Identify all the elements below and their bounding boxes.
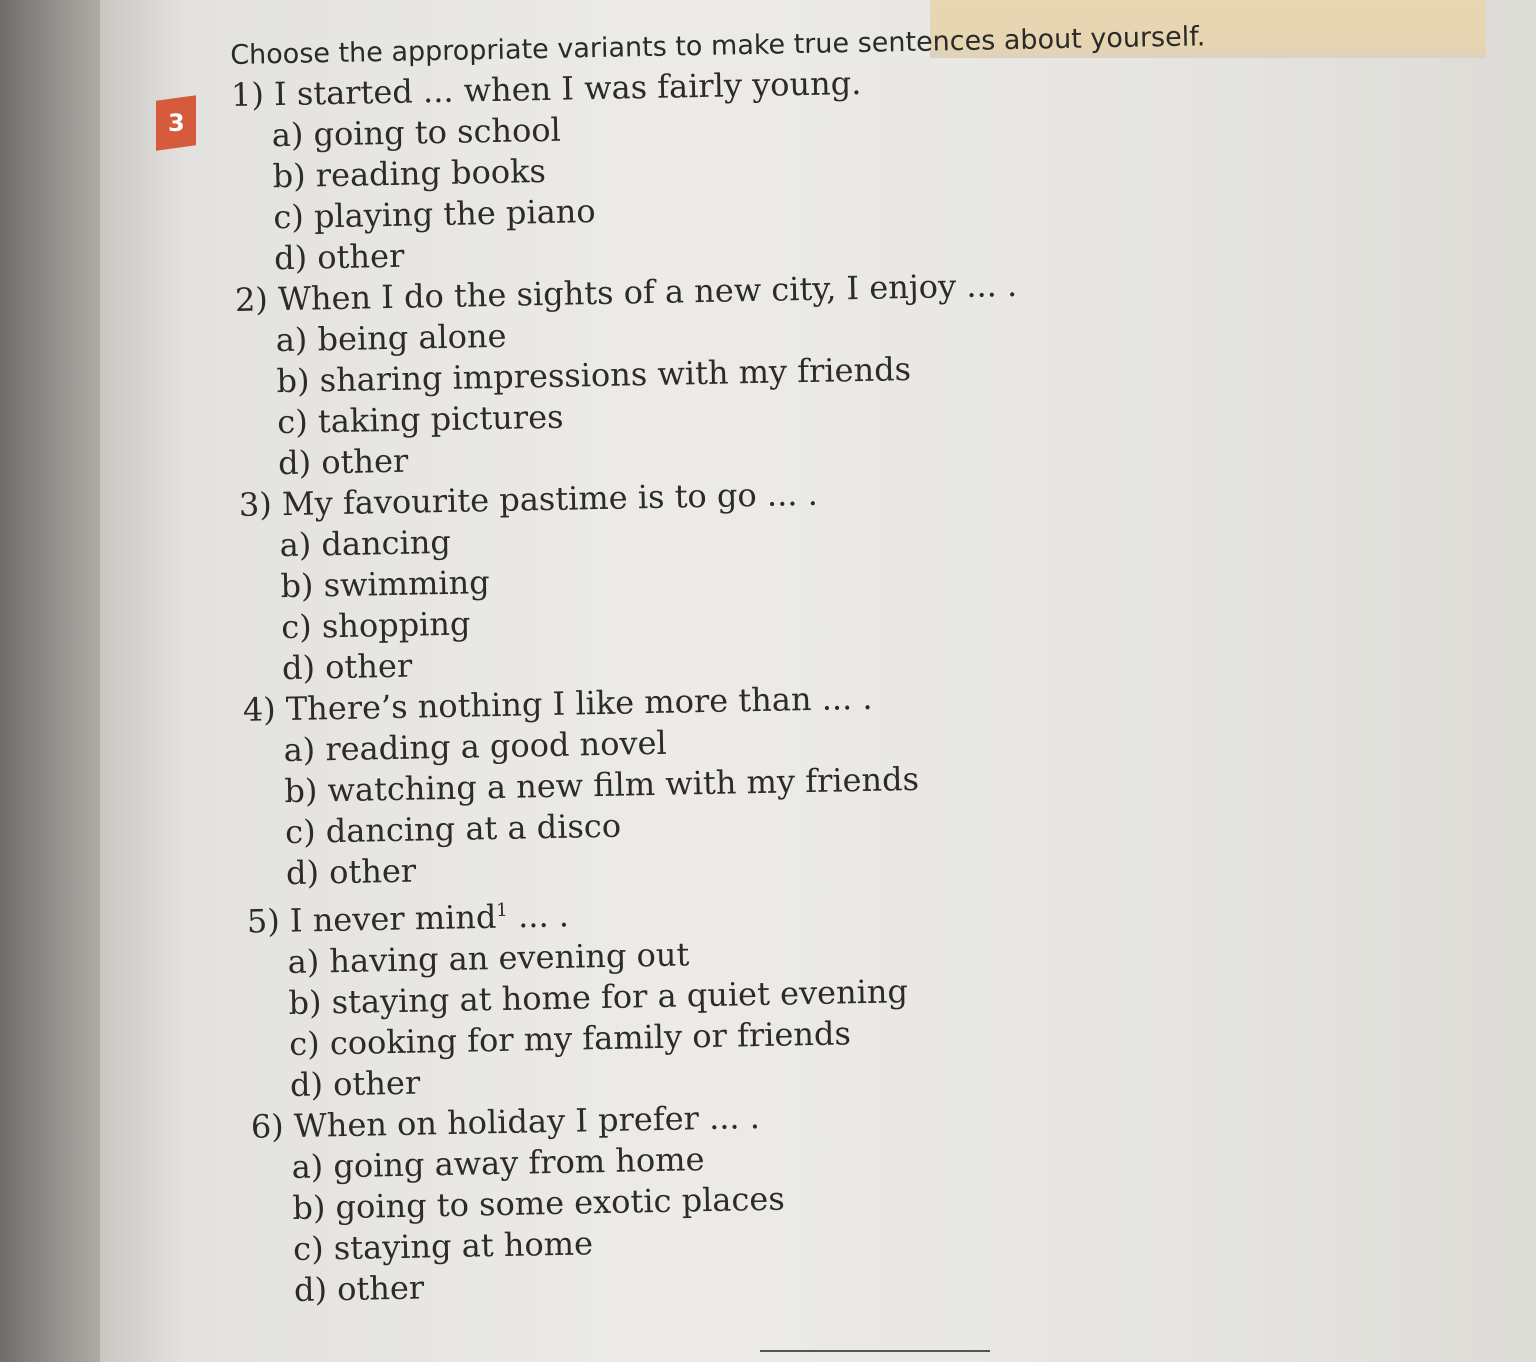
option-5a: a) having an evening out [287,935,690,981]
option-1c: c) playing the piano [273,192,596,237]
option-1d: d) other [273,236,405,278]
question-5-text: 5) I never mind [246,897,497,941]
option-3a: a) dancing [279,522,452,565]
option-4a: a) reading a good novel [283,723,668,770]
question-4: 4) There’s nothing I like more than ... . [242,678,873,729]
question-5-ellipsis: ... . [507,896,570,936]
option-1a: a) going to school [271,110,562,155]
option-2c: c) taking pictures [276,397,564,442]
option-2d: d) other [277,441,409,483]
option-3d: d) other [281,646,413,688]
option-2b: b) sharing impressions with my friends [276,349,912,401]
option-1b: b) reading books [272,151,547,196]
exercise-number-badge [156,95,196,151]
question-3: 3) My favourite pastime is to go ... . [238,474,819,524]
option-4b: b) watching a new film with my friends [284,759,920,811]
footnote-marker: 1 [496,899,508,922]
option-6b: b) going to some exotic places [292,1179,786,1227]
option-5d: d) other [289,1063,421,1104]
option-3b: b) swimming [280,563,491,606]
option-6d: d) other [293,1268,425,1309]
option-5b: b) staying at home for a quiet evening [288,971,909,1022]
option-3c: c) shopping [280,604,471,647]
exercise-content [230,18,1404,1311]
footnote-separator-line [760,1350,990,1352]
option-4c: c) dancing at a disco [284,806,622,852]
question-2: 2) When I do the sights of a new city, I enjoy ... . [234,265,1018,319]
option-4d: d) other [285,851,417,893]
question-6: 6) When on holiday I prefer ... . [250,1097,761,1146]
option-5c: c) cooking for my family or friends [288,1013,852,1063]
textbook-page [100,0,1536,1362]
exercise-instruction: Choose the appropriate variants to make true sentences about yourself. [230,21,1206,71]
option-6a: a) going away from home [291,1139,705,1186]
option-2a: a) being alone [275,316,507,360]
question-1: 1) I started ... when I was fairly young. [230,63,862,114]
option-6c: c) staying at home [292,1223,594,1268]
exercise-number: 3 [167,109,185,138]
